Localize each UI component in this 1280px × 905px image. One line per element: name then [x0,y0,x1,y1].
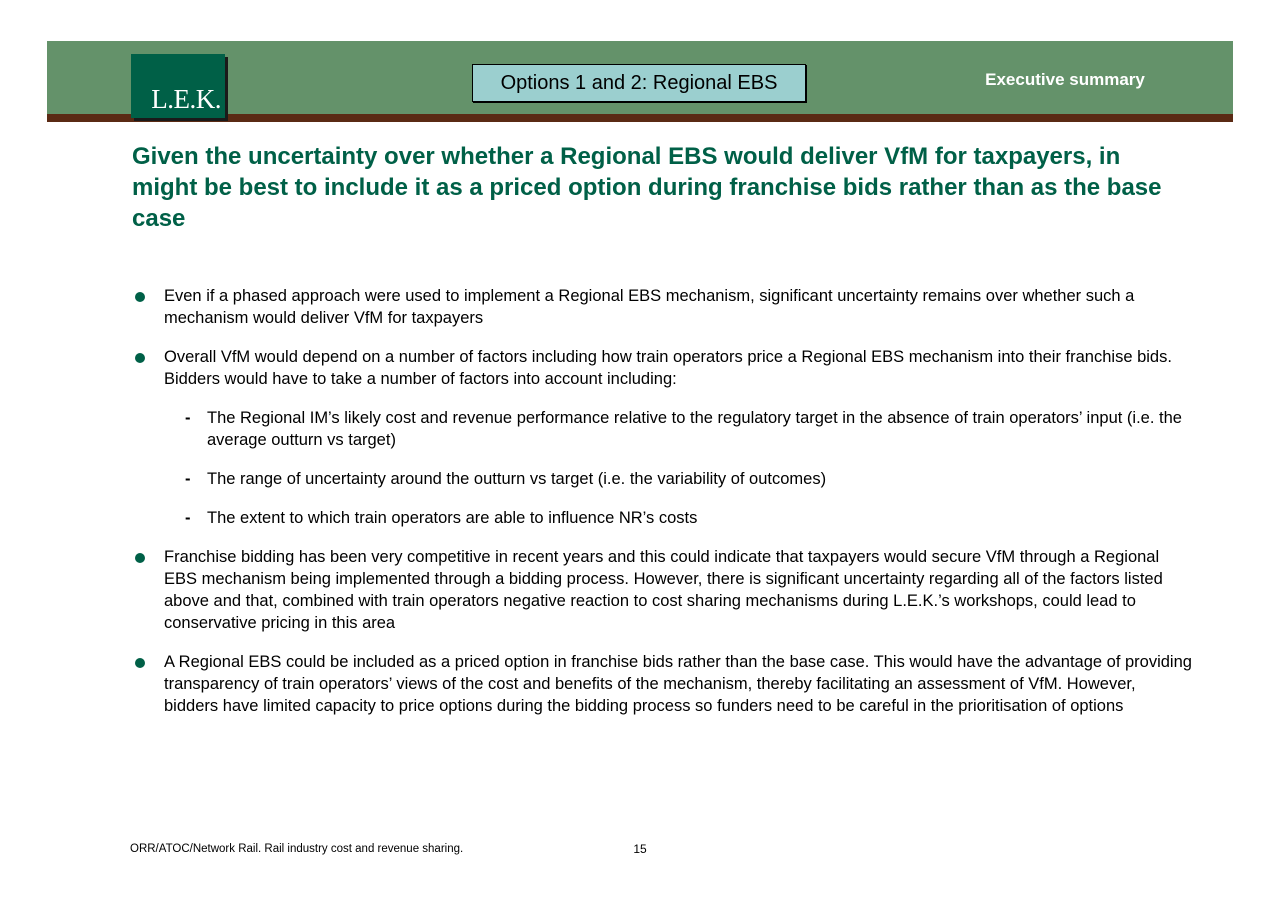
sub-bullet-item [164,468,1192,490]
logo-text: L.E.K. [151,84,221,114]
lek-logo [131,54,225,118]
bullet-text: Franchise bidding has been very competitive in recent years and this could indicate that taxpayers would secure VfM through a Regional EBS mechanism being implemented through a bidding process. However, there is significant uncertainty regarding all of the factors listed above and that, combined with train operators negative reaction to cost sharing mechanisms during L.E.K.’s workshops, could lead to conservative pricing in this area [164,548,1163,632]
bullet-item [132,346,1192,529]
bullet-icon [135,553,145,563]
bullet-item [132,546,1192,634]
bullet-icon [135,292,145,302]
section-label: Executive summary [985,70,1145,89]
sub-bullet-item [164,507,1192,529]
footer-source: ORR/ATOC/Network Rail. Rail industry cost and revenue sharing. [130,843,464,855]
bullet-text: Overall VfM would depend on a number of factors including how train operators price a Regional EBS mechanism into their franchise bids. Bidders would have to take a number of factors into account including: [164,348,1172,388]
sub-bullet-item [164,407,1192,451]
bullet-item [132,285,1192,329]
section-tag: Options 1 and 2: Regional EBS [472,64,806,102]
bullet-text: A Regional EBS could be included as a priced option in franchise bids rather than the base case. This would have the advantage of providing transparency of train operators’ views of the cost and benefits of the mechanism, thereby facilitating an assessment of VfM. However, bidders have limited capacity to price options during the bidding process so funders need to be careful in the prioritisation of options [164,653,1192,715]
page-title: Given the uncertainty over whether a Regional EBS would deliver VfM for taxpayers, in might be best to include it as a priced option during franchise bids rather than as the base case [132,143,1162,232]
bullet-list [132,285,1192,734]
dash-icon: - [185,409,191,427]
sub-bullet-list [164,407,1192,529]
sub-bullet-text: The extent to which train operators are able to influence NR’s costs [207,509,698,527]
page-number: 15 [633,842,647,856]
bullet-icon [135,353,145,363]
dash-icon: - [185,470,191,488]
dash-icon: - [185,509,191,527]
sub-bullet-text: The range of uncertainty around the outturn vs target (i.e. the variability of outcomes) [207,470,827,488]
bullet-icon [135,658,145,668]
bullet-text: Even if a phased approach were used to implement a Regional EBS mechanism, significant uncertainty remains over whether such a mechanism would deliver VfM for taxpayers [164,287,1135,327]
sub-bullet-text: The Regional IM’s likely cost and revenue performance relative to the regulatory target in the absence of train operators’ input (i.e. the average outturn vs target) [207,409,1182,449]
bullet-item [132,651,1192,717]
